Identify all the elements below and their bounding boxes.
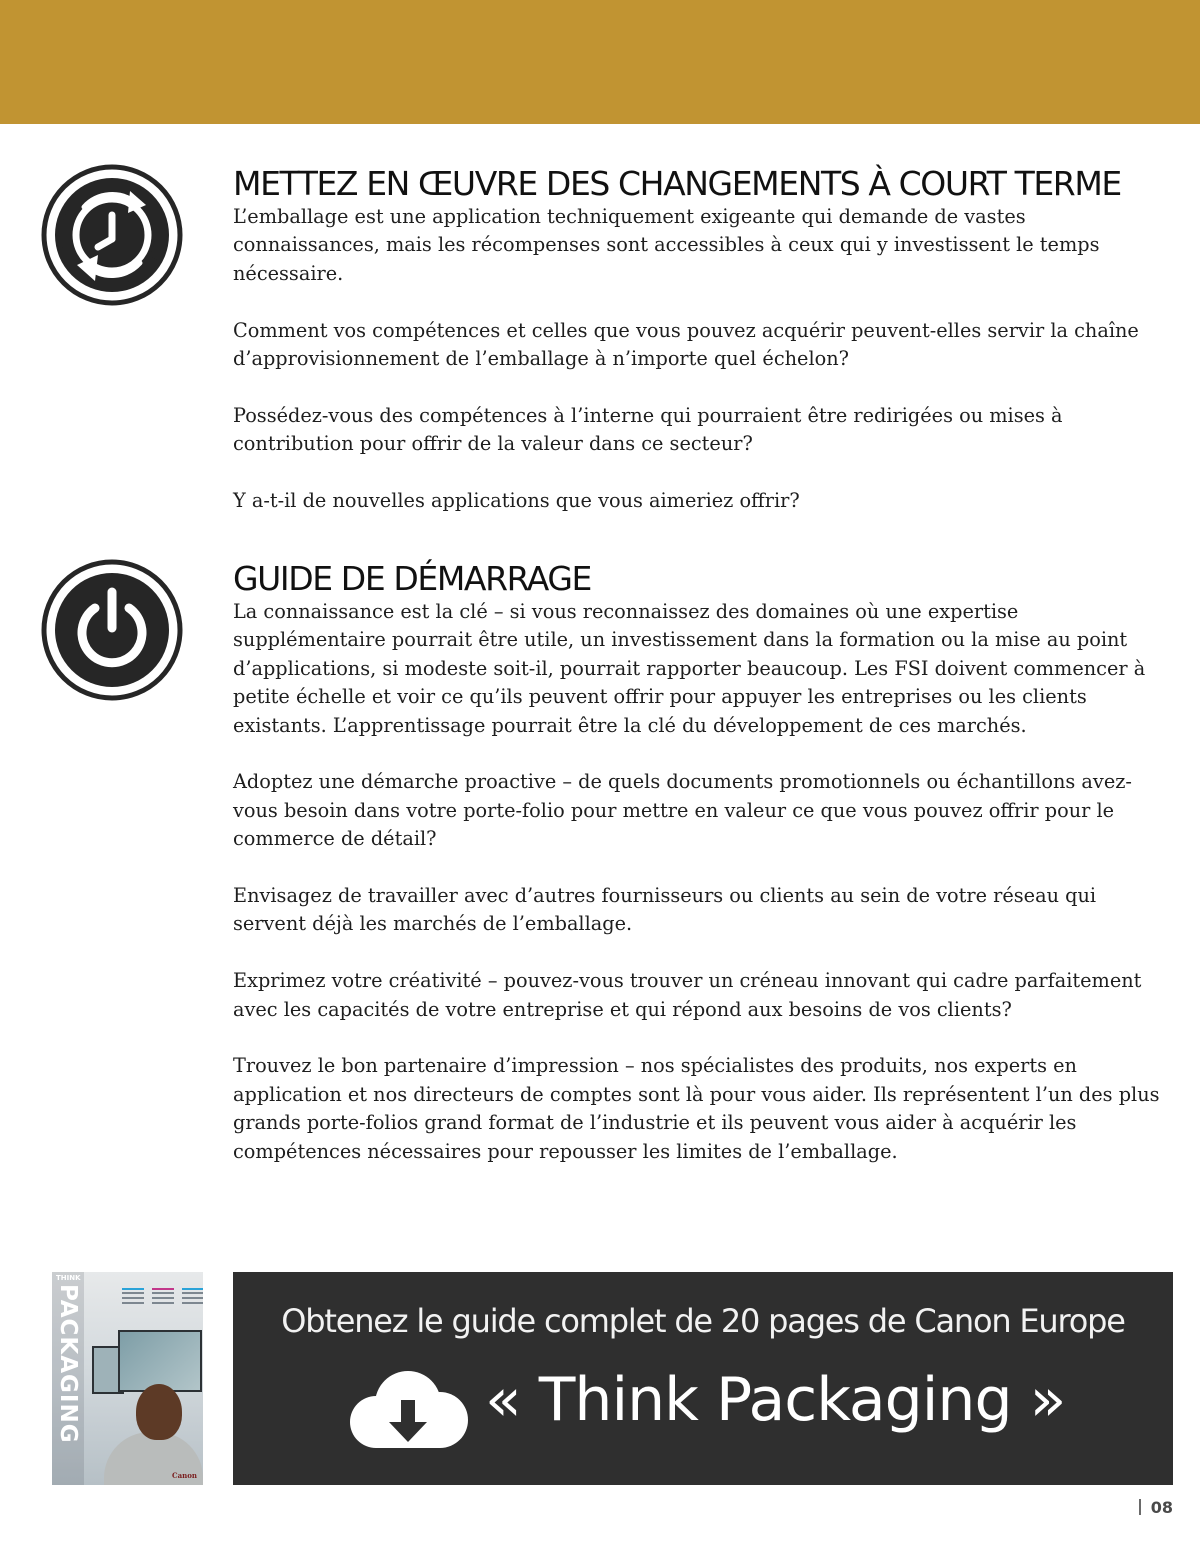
cover-photo-monitor: [118, 1330, 202, 1392]
cover-title: PACKAGING: [55, 1284, 81, 1444]
cloud-download-icon[interactable]: [346, 1370, 468, 1450]
paragraph: Y a-t-il de nouvelles applications que vous aimeriez offrir?: [233, 489, 800, 513]
paragraph: Adoptez une démarche proactive – de quels documents promotionnels ou échantillons avez-vous besoin dans votre porte-folio pour mettre en valeur ce que vous pouvez offrir pour le commerce de détail?: [233, 770, 1132, 851]
download-guide-banner[interactable]: [233, 1272, 1173, 1485]
cover-kicker: THINK: [56, 1274, 81, 1282]
paragraph: Envisagez de travailler avec d’autres fournisseurs ou clients au sein de votre réseau qui servent déjà les marchés de l’emballage.: [233, 884, 1097, 936]
page-number-divider: [1139, 1499, 1141, 1515]
cover-columns: [122, 1288, 203, 1307]
cover-photo-head: [136, 1384, 182, 1440]
guide-cover-thumbnail[interactable]: [52, 1272, 203, 1485]
banner-subtitle: Obtenez le guide complet de 20 pages de Canon Europe: [281, 1302, 1125, 1340]
section-getting-started: [233, 560, 1173, 1194]
paragraph: La connaissance est la clé – si vous reconnaissez des domaines où une expertise supplémentaire pourrait être utile, un investissement dans la formation ou la mise au point d’applications, si modeste soit-il, pourrait rapporter beaucoup. Les FSI doivent commencer à petite échelle et voir ce qu’ils peuvent offrir pour appuyer les entreprises ou les clients existants. L’apprentissage pourrait être la clé du développement de ces marchés.: [233, 600, 1146, 737]
clock-refresh-icon: [40, 163, 184, 307]
section-title: METTEZ EN ŒUVRE DES CHANGEMENTS À COURT TERME: [233, 164, 1121, 203]
page-number-value: 08: [1150, 1498, 1173, 1517]
cover-brand-logo: Canon: [172, 1471, 197, 1480]
paragraph: Exprimez votre créativité – pouvez-vous trouver un créneau innovant qui cadre parfaitement avec les capacités de votre entreprise et qui répond aux besoins de vos clients?: [233, 969, 1142, 1021]
paragraph: Possédez-vous des compétences à l’interne qui pourraient être redirigées ou mises à contribution pour offrir de la valeur dans ce secteur?: [233, 403, 1063, 456]
paragraph: Comment vos compétences et celles que vous pouvez acquérir peuvent-elles servir la chaîne d’approvisionnement de l’emballage à n’importe quel échelon?: [233, 318, 1139, 371]
section-short-term-changes: [233, 165, 1173, 544]
page-number: [1139, 1498, 1173, 1517]
paragraph: Trouvez le bon partenaire d’impression – nos spécialistes des produits, nos experts en application et nos directeurs de comptes sont là pour vous aider. Ils représentent l’un des plus grands porte-folios grand format de l’industrie et ils peuvent vous aider à acquérir les compétences nécessaires pour repousser les limites de l’emballage.: [233, 1054, 1160, 1163]
banner-title-link[interactable]: « Think Packaging »: [485, 1365, 1066, 1435]
power-icon: [40, 558, 184, 702]
header-band: [0, 0, 1200, 124]
section-title: GUIDE DE DÉMARRAGE: [233, 559, 592, 598]
paragraph: L’emballage est une application techniquement exigeante qui demande de vastes connaissances, mais les récompenses sont accessibles à ceux qui y investissent le temps nécessaire.: [233, 205, 1100, 285]
